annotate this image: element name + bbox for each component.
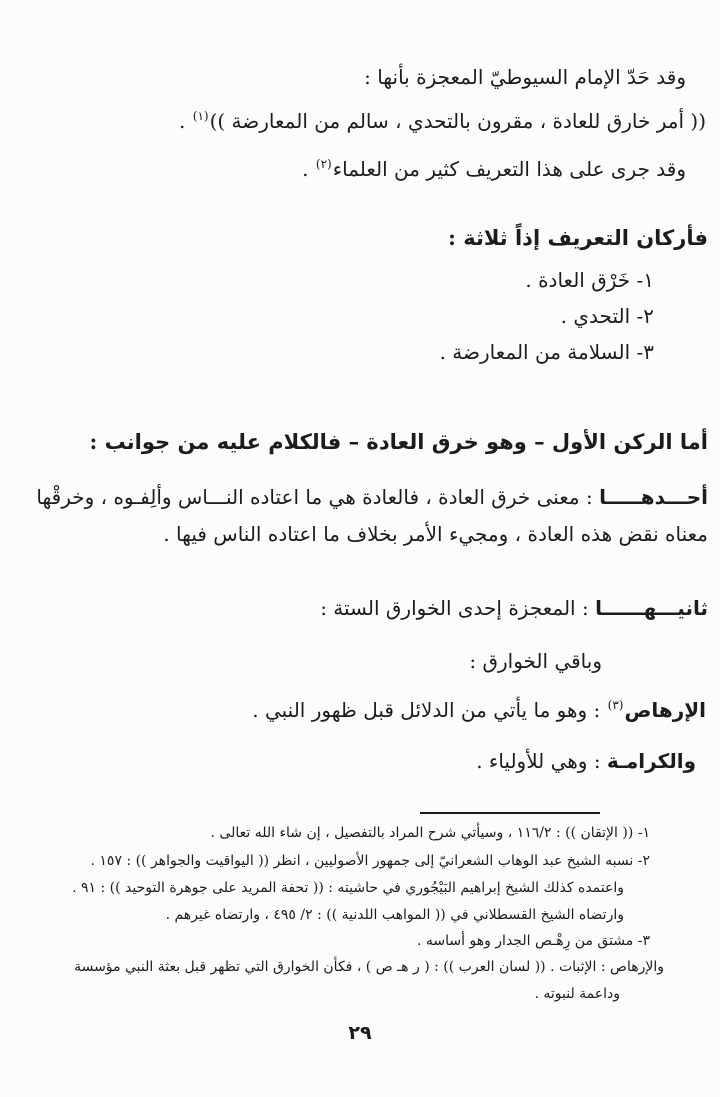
- aspect-2-label: ثانيـــهــــــا: [595, 596, 708, 620]
- aspect-2-line: [320, 595, 708, 621]
- footnote-1: ١- (( الإتقان )) : ٢‏/‏١١٦ ، وسيأتي شرح المراد بالتفصيل ، إن شاء الله تعالى .: [210, 825, 650, 841]
- definition-quote: (( أمر خارق للعادة ، مقرون بالتحدي ، سالم من المعارضة )): [209, 109, 706, 133]
- aspect-1-label: أحـــدهـــــا: [599, 485, 708, 509]
- footnote-3-line-2: والإرهاص : الإثبات . (( لسان العرب )) : ( ر هـ ص ) ، فكأن الخوارق التي تظهر قبل بعثة النبي مؤسسة: [74, 959, 664, 975]
- footnote-2-line-1: ٢- نسبه الشيخ عبد الوهاب الشعرانيّ إلى جمهور الأصوليين ، انظر (( اليواقيت والجواهر )) : ١٥٧ .: [90, 853, 650, 869]
- intro-line-3-text: وقد جرى على هذا التعريف كثير من العلماء: [332, 157, 686, 181]
- aspect-2-text: : المعجزة إحدى الخوارق الستة :: [320, 596, 596, 620]
- footnote-2-line-3: وارتضاه الشيخ القسطلاني في (( المواهب اللدنية )) : ٢‏/ ٤٩٥ ، وارتضاه غيرهم .: [165, 907, 624, 923]
- irhas-line: [252, 697, 706, 723]
- definition-quote-end: .: [179, 109, 192, 133]
- definition-quote-line: [179, 108, 706, 134]
- footnote-3-line-3: وداعمة لنبوته .: [534, 986, 620, 1002]
- footnote-ref-1: (١): [192, 109, 209, 124]
- footnote-ref-2: (٢): [315, 157, 332, 172]
- footnote-2-line-2: واعتمده كذلك الشيخ إبراهيم البَيْجُوري في حاشيته : (( تحفة المريد على جوهرة التوحيد )) : ٩١ .: [72, 880, 624, 896]
- aspect-1-line-1: [36, 484, 708, 510]
- aspect-1-text: : معنى خرق العادة ، فالعادة هي ما اعتاده النـــاس وألِفـوه ، وخرقْها: [36, 485, 600, 509]
- karama-line: [476, 748, 696, 774]
- page-number: ٢٩: [348, 1022, 372, 1044]
- pillar-item-1: ١- خَرْق العادة .: [525, 268, 654, 292]
- intro-line-3: [302, 156, 686, 182]
- pillars-heading: فأركان التعريف إذاً ثلاثة :: [448, 225, 708, 250]
- irhas-label: الإرهاص: [624, 698, 706, 722]
- footnote-separator: [420, 812, 600, 814]
- karama-label: والكرامـة: [606, 749, 696, 773]
- aspect-1-line-2: معناه نقض هذه العادة ، ومجيء الأمر بخلاف ما اعتاده الناس فيها .: [163, 522, 708, 546]
- footnote-3-line-1: ٣- مشتق من رِهْـص الجدار وهو أساسه .: [417, 933, 650, 949]
- footnote-ref-3: (٣): [607, 698, 624, 713]
- irhas-text: : وهو ما يأتي من الدلائل قبل ظهور النبي .: [252, 698, 607, 722]
- intro-line-1: وقد حَدّ الإمام السيوطيّ المعجزة بأنها :: [364, 65, 686, 89]
- pillar-item-2: ٢- التحدي .: [560, 304, 654, 328]
- karama-text: : وهي للأولياء .: [476, 749, 607, 773]
- intro-line-3-end: .: [302, 157, 315, 181]
- pillar-item-3: ٣- السلامة من المعارضة .: [439, 340, 654, 364]
- section-heading-first-pillar: أما الركن الأول – وهو خرق العادة – فالكلام عليه من جوانب :: [89, 429, 708, 454]
- remaining-supernatural-intro: وباقي الخوارق :: [469, 649, 602, 673]
